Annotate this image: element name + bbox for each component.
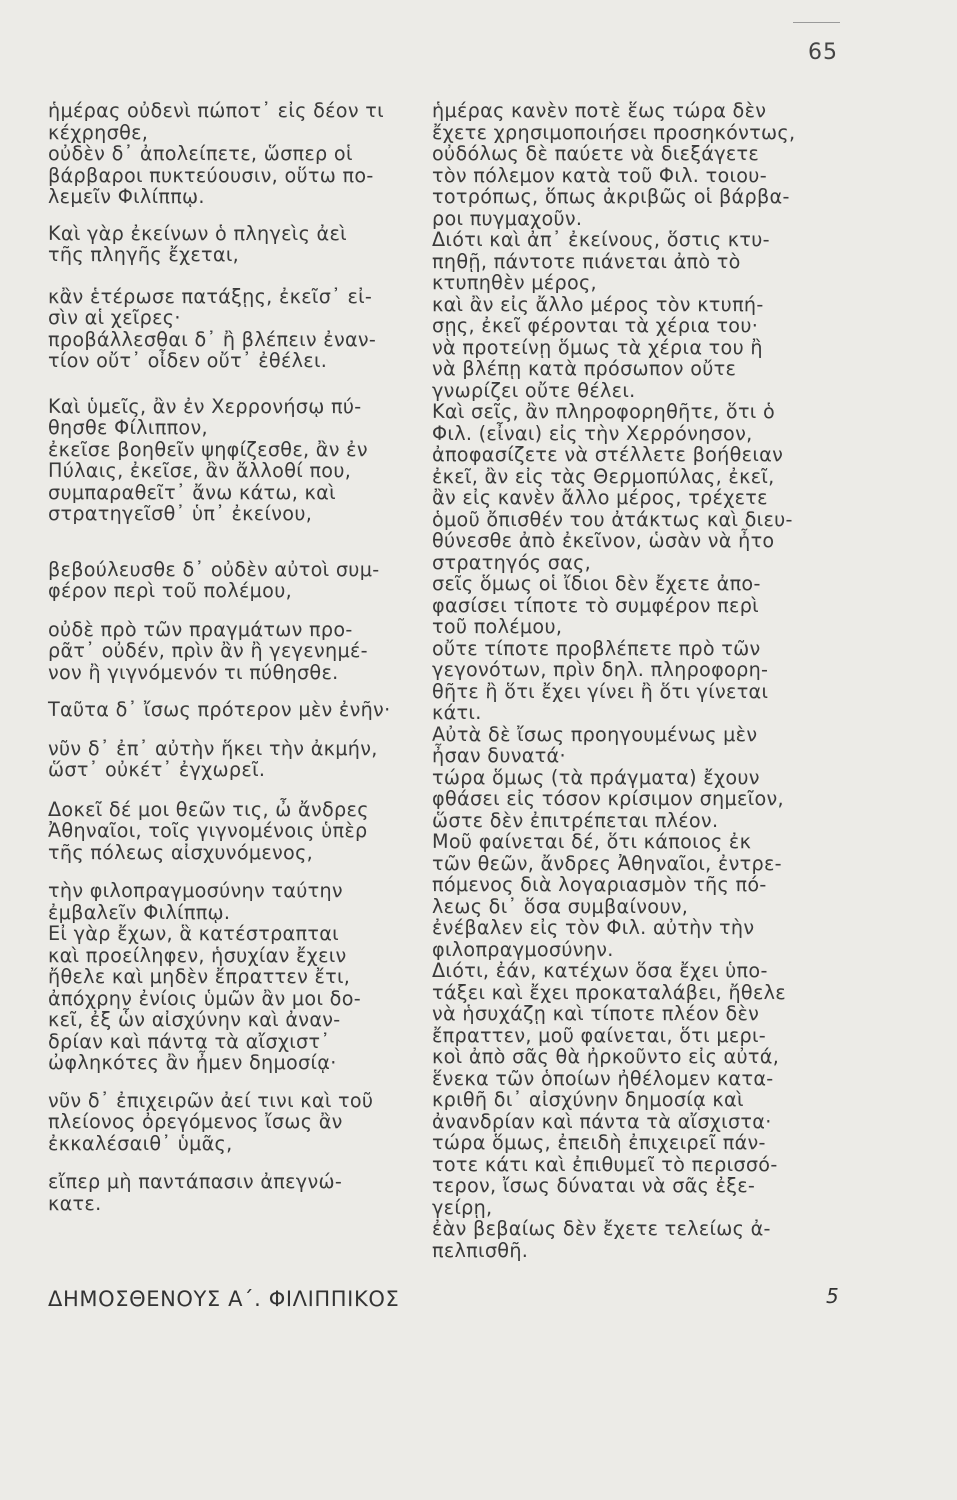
header-rule bbox=[793, 22, 840, 23]
page-number: 65 bbox=[808, 40, 838, 65]
left-paragraph: ἡμέρας οὐδενὶ πώποτ᾽ εἰς δέον τι κέχρησθε, οὐδὲν δ᾽ ἀπολείπετε, ὥσπερ οἱ βάρβαροι πυκτεύουσιν, οὕτω πο- λεμεῖν Φιλίππῳ. bbox=[48, 99, 384, 208]
left-paragraph: οὐδὲ πρὸ τῶν πραγμάτων προ- ρᾶτ᾽ οὐδέν, πρὶν ἂν ἢ γεγενημέ- νον ἢ γιγνόμενόν τι πύθησθε. bbox=[48, 617, 368, 684]
modern-greek-translation-column bbox=[432, 100, 852, 1261]
signature-mark: 5 bbox=[826, 1284, 839, 1308]
left-paragraph: κἂν ἑτέρωσε πατάξῃς, ἐκεῖσ᾽ εἰ- σὶν αἱ χεῖρες· προβάλλεσθαι δ᾽ ἢ βλέπειν ἐναν- τίον οὔτ᾽ οἶδεν οὔτ᾽ ἐθέλει. bbox=[48, 284, 377, 372]
left-paragraph: τὴν φιλοπραγμοσύνην ταύτην ἐμβαλεῖν Φιλίππῳ. Εἰ γὰρ ἔχων, ἃ κατέστραπται καὶ προείληφεν, ἡσυχίαν ἔχειν ἤθελε καὶ μηδὲν ἔπραττεν ἔτι, ἀπόχρην ἐνίοις ὑμῶν ἂν μοι δο- κεῖ, ἐξ ὧν αἰσχύνην καὶ ἀναν- δρίαν καὶ πάντα τὰ αἴσχιστ᾽ ὠφληκότες ἂν ἦμεν δημοσίᾳ· bbox=[48, 879, 361, 1074]
left-paragraph: βεβούλευσθε δ᾽ οὐδὲν αὐτοὶ συμ- φέρον περὶ τοῦ πολέμου, bbox=[48, 557, 380, 602]
ancient-greek-column bbox=[48, 100, 423, 1214]
left-paragraph: εἴπερ μὴ παντάπασιν ἀπεγνώ- κατε. bbox=[48, 1170, 343, 1215]
left-paragraph: Καὶ γὰρ ἐκείνων ὁ πληγεὶς ἀεὶ τῆς πληγῆς ἔχεται, bbox=[48, 221, 347, 266]
left-paragraph: Ταῦτα δ᾽ ἴσως πρότερον μὲν ἐνῆν· bbox=[48, 698, 391, 721]
left-paragraph: νῦν δ᾽ ἐπ᾽ αὐτὴν ἥκει τὴν ἀκμήν, ὥστ᾽ οὐκέτ᾽ ἐγχωρεῖ. bbox=[48, 736, 378, 781]
right-translation-text: ἡμέρας κανὲν ποτὲ ἕως τώρα δὲν ἔχετε χρησιμοποιήσει προσηκόντως, οὐδόλως δὲ παύετε νὰ διεξάγετε τὸν πόλεμον κατὰ τοῦ Φιλ. τοιου- τοτρόπως, ὅπως ἀκριβῶς οἱ βάρβα- ροι πυγμαχοῦν. Διότι καὶ ἀπ᾽ ἐκείνους, ὅστις κτυ- πηθῇ, πάντοτε πιάνεται ἀπὸ τὸ κτυπηθὲν μέρος, καὶ ἂν εἰς ἄλλο μέρος τὸν κτυπή- σῃς, ἐκεῖ φέρονται τὰ χέρια του· νὰ προτείνῃ ὅμως τὰ χέρια του ἢ νὰ βλέπῃ κατὰ πρόσωπον οὔτε γνωρίζει οὔτε θέλει. Καὶ σεῖς, ἂν πληροφορηθῆτε, ὅτι ὁ Φιλ. (εἶναι) εἰς τὴν Χερρόνησον, ἀποφασίζετε νὰ στέλλετε βοήθειαν ἐκεῖ, ἂν εἰς τὰς Θερμοπύλας, ἐκεῖ, ἂν εἰς κανὲν ἄλλο μέρος, τρέχετε ὁμοῦ ὄπισθέν του ἀτάκτως καὶ διευ- θύνεσθε ἀπὸ ἐκεῖνον, ὡσὰν νὰ ἦτο στρατηγός σας, σεῖς ὅμως οἱ ἴδιοι δὲν ἔχετε ἀπο- φασίσει τίποτε τὸ συμφέρον περὶ τοῦ πολέμου, οὔτε τίποτε προβλέπετε πρὸ τῶν γεγονότων, πρὶν δηλ. πληροφορη- θῆτε ἢ ὅτι ἔχει γίνει ἢ ὅτι γίνεται κάτι. Αὐτὰ δὲ ἴσως προηγουμένως μὲν ἦσαν δυνατά· τώρα ὅμως (τὰ πράγματα) ἔχουν φθάσει εἰς τόσον κρίσιμον σημεῖον, ὥστε δὲν ἐπιτρέπεται πλέον. Μοῦ φαίνεται δέ, ὅτι κάποιος ἐκ τῶν θεῶν, ἄνδρες Ἀθηναῖοι, ἐντρε- πόμενος διὰ λογαριασμὸν τῆς πό- λεως δι᾽ ὅσα συμβαίνουν, ἐνέβαλεν εἰς τὸν Φιλ. αὐτὴν τὴν φιλοπραγμοσύνην. Διότι, ἐάν, κατέχων ὅσα ἔχει ὑπο- τάξει καὶ ἔχει προκαταλάβει, ἤθελε νὰ ἡσυχάζῃ καὶ τίποτε πλέον δὲν ἔπραττεν, μοῦ φαίνεται, ὅτι μερι- κοὶ ἀπὸ σᾶς θὰ ἠρκοῦντο εἰς αὐτά, ἕνεκα τῶν ὁποίων ἠθέλομεν κατα- κριθῆ δι᾽ αἰσχύνην δημοσίᾳ καὶ ἀνανδρίαν καὶ πάντα τὰ αἴσχιστα· τώρα ὅμως, ἐπειδὴ ἐπιχειρεῖ πάν- τοτε κάτι καὶ ἐπιθυμεῖ τὸ περισσό- τερον, ἴσως δύναται νὰ σᾶς ἐξε- γείρῃ, ἐὰν βεβαίως δὲν ἔχετε τελείως ἀ- πελπισθῆ. bbox=[432, 99, 796, 1262]
footer-title: ΔΗΜΟΣΘΕΝΟΥΣ Α΄. ΦΙΛΙΠΠΙΚΟΣ bbox=[48, 1287, 400, 1311]
left-paragraph: Καὶ ὑμεῖς, ἂν ἐν Χερρονήσῳ πύ- θησθε Φίλιππον, ἐκεῖσε βοηθεῖν ψηφίζεσθε, ἂν ἐν Πύλαις, ἐκεῖσε, ἂν ἄλλοθί που, συμπαραθεῖτ᾽ ἄνω κάτω, καὶ στρατηγεῖσθ᾽ ὑπ᾽ ἐκείνου, bbox=[48, 394, 368, 525]
left-paragraph: Δοκεῖ δέ μοι θεῶν τις, ὦ ἄνδρες Ἀθηναῖοι, τοῖς γιγνομένοις ὑπὲρ τῆς πόλεως αἰσχυνόμενος, bbox=[48, 797, 369, 864]
left-paragraph: νῦν δ᾽ ἐπιχειρῶν ἀεί τινι καὶ τοῦ πλείονος ὀρεγόμενος ἴσως ἂν ἐκκαλέσαιθ᾽ ὑμᾶς, bbox=[48, 1088, 374, 1155]
